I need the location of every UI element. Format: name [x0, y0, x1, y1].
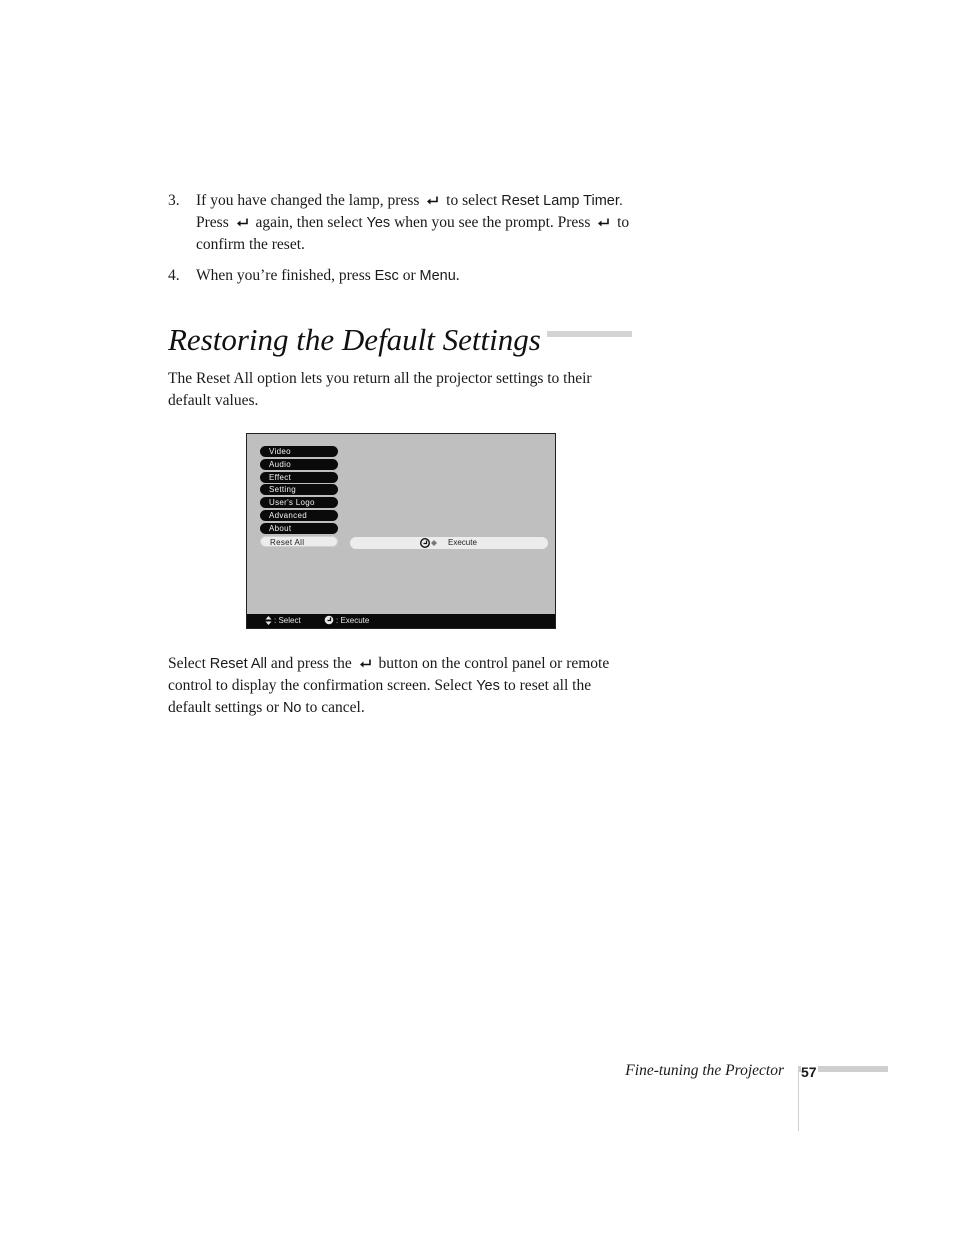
osd-menu-item-users-logo: User's Logo	[260, 497, 338, 508]
enter-arrow-icon	[236, 218, 249, 228]
ui-term: No	[282, 700, 302, 716]
ui-term: Yes	[476, 678, 500, 694]
ui-term: Reset All	[209, 656, 267, 672]
ui-term: Esc	[374, 268, 399, 284]
reset-all-menu-screenshot	[246, 433, 556, 629]
intro-paragraph: The Reset All option lets you return all the projector settings to their default values.	[168, 370, 592, 409]
ui-term: Menu	[419, 268, 456, 284]
up-down-arrow-icon	[265, 616, 272, 625]
ui-term: Reset Lamp Timer.	[501, 193, 623, 209]
enter-arrow-icon	[426, 196, 439, 206]
execute-option	[350, 537, 548, 549]
ui-term: Yes	[366, 215, 391, 231]
step-3: 3. If you have changed the lamp, press to select Reset Lamp Timer. Press again, then select Yes when you see the prompt. Press to confirm the reset.	[168, 192, 630, 253]
osd-menu-item-reset-all: Reset All	[260, 536, 338, 547]
enter-icon	[324, 615, 334, 625]
osd-menu-item-advanced: Advanced	[260, 510, 338, 521]
enter-arrow-icon	[359, 659, 372, 669]
step-4: 4. When you’re finished, press Esc or Menu.	[168, 265, 638, 287]
execute-label: Execute	[448, 538, 477, 547]
osd-menu-item-effect: Effect	[260, 472, 338, 483]
instruction-steps	[168, 190, 638, 296]
select-hint: : Select	[265, 614, 301, 628]
step-number: 4.	[168, 267, 180, 284]
osd-menu-item-setting: Setting	[260, 484, 338, 495]
osd-menu-item-about: About	[260, 523, 338, 534]
osd-menu-item-audio: Audio	[260, 459, 338, 470]
osd-menu-item-video: Video	[260, 446, 338, 457]
osd-menu	[260, 446, 338, 548]
footer-chapter-title: Fine-tuning the Projector	[625, 1062, 784, 1079]
execute-hint: : Execute	[324, 614, 369, 628]
section-heading: Restoring the Default Settings	[168, 318, 547, 362]
footer-vertical-line	[798, 1066, 799, 1131]
page-number: 57	[801, 1064, 817, 1080]
enter-execute-icon	[420, 538, 442, 552]
outro-paragraph: Select Reset All and press the button on the control panel or remote control to display the confirmation screen. Select Yes to reset all the default settings or No to cancel.	[168, 655, 610, 716]
enter-arrow-icon	[597, 218, 610, 228]
osd-help-bar	[247, 614, 555, 628]
step-number: 3.	[168, 192, 180, 209]
